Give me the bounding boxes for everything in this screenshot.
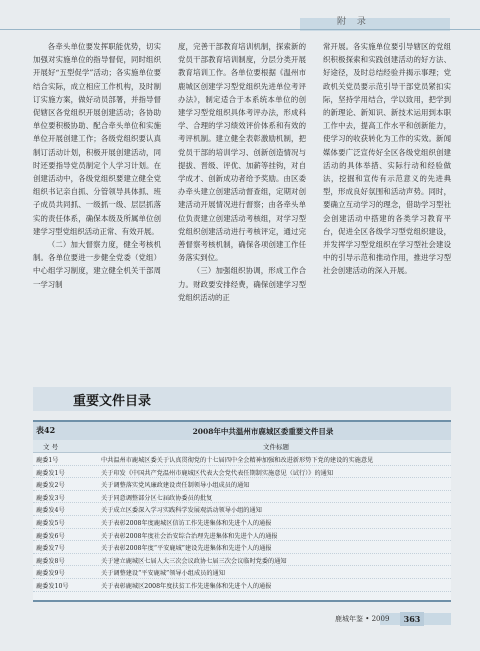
- table-title: 2008年中共温州市鹿城区委重要文件目录: [192, 427, 334, 436]
- table-rows: [33, 453, 451, 592]
- doc-number: 鹿委发3号: [36, 494, 65, 502]
- footer-yearbook: 鹿城年鉴 • 2009: [335, 615, 390, 623]
- paragraph: 常开展。各实施单位要引导辖区的党组织积极探索和实践创建活动的好方法、好途径，及时总结经验并揭示事理；党政机关党员要示范引导干部党员紧扣实际，坚持学用结合，学以致用，把学到的新理论、新知识、新技术运用到本职工作中去，提高工作水平和创新能力，使学习的收获转化为工作的实效。新闻媒体要广泛宣传好全区各级党组织创建活动的具体举措、实际行动和经验做法，挖掘和宣传有示范意义的先进典型，形成良好氛围和活动声势。同时，要确立互动学习的理念，借助学习型社会创建活动中搭建的各类学习教育平台，促进全区各级学习型党组织建设，并发挥学习型党组织在学习型社会建设中的引导示范和推动作用，推进学习型社会创建活动的深入开展。: [323, 42, 451, 276]
- table-title-row: [33, 422, 451, 440]
- paragraph: 各牵头单位要发挥职能优势，切实加强对实施单位的指导督促，同时组织开展好“五型促学”活动；各实施单位要结合实际，成立相应工作机构，及时制订实施方案，做好动员部署，并指导督促辖区各党组织开展创建活动；各协助单位要积极协助、配合牵头单位和实施单位开展创建工作；各级党组织要认真制订活动计划，积极开展创建活动，同时还要指导党员制定个人学习计划。在创建活动中，各级党组织要建立健全党组织书记亲自抓、分管领导具体抓、班子成员共同抓、一级抓一级、层层抓落实的责任体系，确保本级及所属单位创建学习型党组织活动正常、有效开展。: [33, 42, 161, 236]
- table-row: [33, 541, 451, 554]
- column-header-title: 文件标题: [263, 443, 289, 451]
- table-row: [33, 566, 451, 579]
- doc-title: 关于印发《中国共产党温州市鹿城区代表大会党代表任期制实施意见（试行）》的通知: [101, 469, 334, 477]
- doc-title: 关于同意调整部分区七届政协委员的批复: [101, 494, 213, 502]
- table-row: [33, 503, 451, 516]
- doc-title: 关于成立区委深入学习实践科学发展观活动领导小组的通知: [101, 507, 262, 515]
- paragraph: （三）加强组织协调，形成工作合力。财政要安排经费，确保创建学习型党组织活动的正: [178, 266, 306, 302]
- doc-title: 关于建立鹿城区七届人大三次会议政协七届三次会议临时党委的通知: [101, 557, 287, 565]
- doc-number: 鹿委发4号: [36, 507, 65, 515]
- header-divider: [0, 29, 480, 30]
- table-row: [33, 478, 451, 491]
- doc-number: 鹿委1号: [36, 457, 59, 464]
- body-columns: [33, 40, 451, 365]
- doc-number: 鹿委发9号: [36, 570, 65, 578]
- table-row: [33, 554, 451, 567]
- table-row: [33, 516, 451, 529]
- table-header: [33, 440, 451, 453]
- doc-title: 中共温州市鹿城区委关于认真贯彻党的十七届四中全会精神加强和改进新形势下党的建设的实施意见: [101, 457, 374, 464]
- table-row: [33, 529, 451, 542]
- table-row: [33, 466, 451, 479]
- doc-title: 关于表彰2008年度鹿城区信访工作先进集体和先进个人的通报: [101, 519, 272, 527]
- page-number: 363: [400, 612, 424, 626]
- table-number: 表42: [36, 425, 56, 435]
- table-row: [33, 453, 451, 466]
- doc-title: 关于表彰鹿城区2008年度扶贫工作先进集体和先进个人的通报: [101, 582, 272, 590]
- doc-number: 鹿委发8号: [36, 557, 65, 565]
- text-column-1: [33, 40, 161, 365]
- paragraph: 度，完善干部教育培训机制，探索新的党员干部教育培训制度，分层分类开展教育培训工作。各单位要根据《温州市鹿城区创建学习型党组织先进单位考评办法》，制定适合于本系统本单位的创建学习型党组织具体考评办法，形成科学、合理的学习绩效评价体系和有效的考评机制。建立健全表彰激励机制，把党员干部的培训学习、创新创造情况与提拔、晋级、评优、加薪等挂钩，对自学成才、创新成功者给予奖励。由区委办牵头建立创建活动督查组，定期对创建活动开展情况进行督察；由各牵头单位负责建立创建活动考核组，对学习型党组织创建活动进行考核评定，通过完善督察考核机制，确保各项创建工作任务落实到位。: [178, 42, 306, 263]
- doc-number: 鹿委发2号: [36, 482, 65, 490]
- paragraph: （二）加大督察力度，健全考核机制。各单位要进一步健全党委（党组）中心组学习制度，建立健全机关干部周一学习制: [33, 240, 161, 289]
- doc-number: 鹿委发10号: [36, 582, 69, 590]
- table-row: [33, 579, 451, 592]
- doc-number: 鹿委发1号: [36, 469, 65, 477]
- section-tag: 附 录: [337, 17, 370, 27]
- section-heading: 重要文件目录: [73, 394, 152, 409]
- text-column-2: [178, 40, 306, 365]
- doc-number: 鹿委发7号: [36, 545, 65, 553]
- doc-title: 关于调整落实党风廉政建设责任制领导小组成员的通知: [101, 482, 250, 490]
- doc-title: 关于表彰2008年度“平安鹿城”建设先进集体和先进个人的通报: [101, 545, 272, 553]
- document-table: [33, 420, 451, 602]
- doc-number: 鹿委发5号: [36, 519, 65, 527]
- table-row: [33, 491, 451, 504]
- column-header-number: 文 号: [43, 443, 59, 451]
- text-column-3: [323, 40, 451, 365]
- doc-title: 关于表彰2008年度社会治安综合治理先进集体和先进个人的通报: [101, 532, 278, 540]
- doc-title: 关于调整建设“平安鹿城”领导小组成员的通知: [101, 570, 225, 578]
- doc-number: 鹿委发6号: [36, 532, 65, 540]
